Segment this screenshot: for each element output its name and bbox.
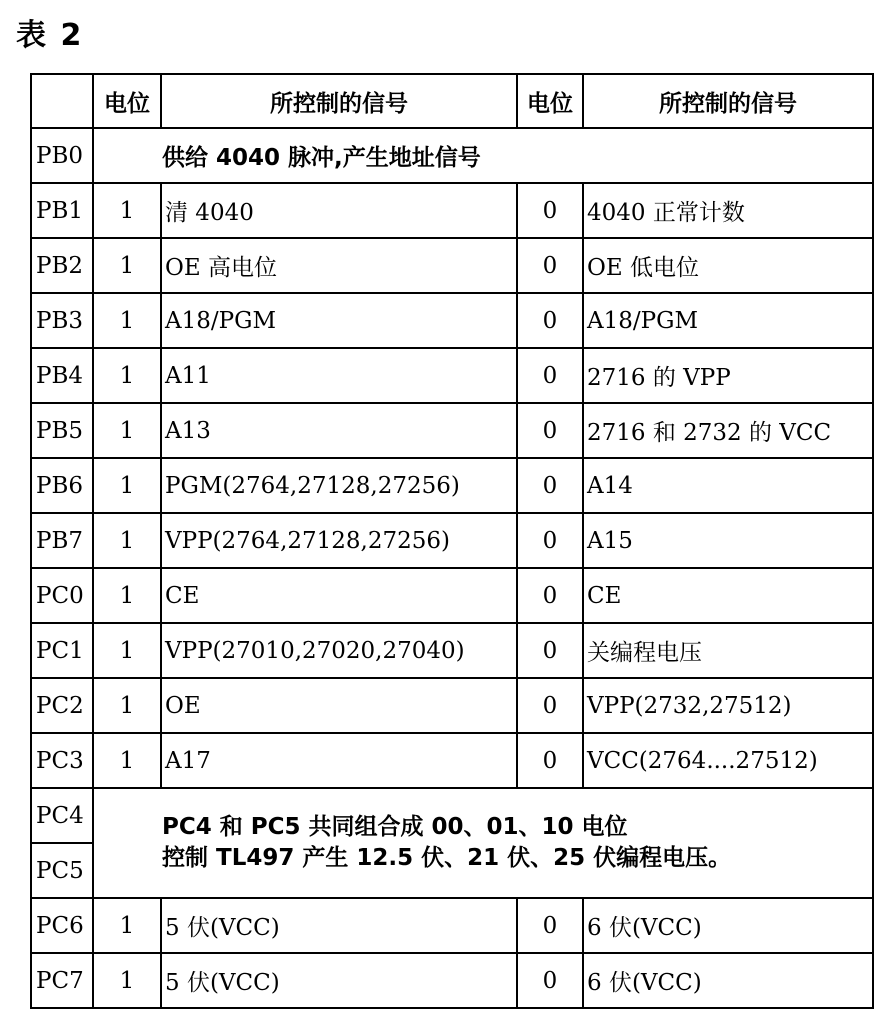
table-row xyxy=(31,238,873,293)
pin-cell-pc4: PC4 xyxy=(31,788,93,843)
pin-cell: PC6 xyxy=(31,898,93,953)
table-title: 表 2 xyxy=(16,18,84,53)
table-row xyxy=(31,403,873,458)
signal-2-cell: A18/PGM xyxy=(583,293,873,348)
table-row xyxy=(31,898,873,953)
signal-1-cell: 5 伏(VCC) xyxy=(161,898,517,953)
signal-2-cell: CE xyxy=(583,568,873,623)
level-1-cell: 1 xyxy=(93,733,161,788)
table-row xyxy=(31,568,873,623)
table-row xyxy=(31,678,873,733)
signal-1-cell: 清 4040 xyxy=(161,183,517,238)
table-row xyxy=(31,953,873,1008)
pin-cell: PC2 xyxy=(31,678,93,733)
table-row xyxy=(31,733,873,788)
header-signal-1: 所控制的信号 xyxy=(161,74,517,128)
pin-cell: PC0 xyxy=(31,568,93,623)
table-row-pc4 xyxy=(31,788,873,843)
level-2-cell: 0 xyxy=(517,623,583,678)
signal-1-cell: VPP(2764,27128,27256) xyxy=(161,513,517,568)
level-2-cell: 0 xyxy=(517,348,583,403)
level-1-cell: 1 xyxy=(93,898,161,953)
signal-2-cell: VPP(2732,27512) xyxy=(583,678,873,733)
level-2-cell: 0 xyxy=(517,238,583,293)
level-2-cell: 0 xyxy=(517,513,583,568)
level-2-cell: 0 xyxy=(517,733,583,788)
pin-cell-pc5: PC5 xyxy=(31,843,93,898)
signal-2-cell: 4040 正常计数 xyxy=(583,183,873,238)
header-level-1: 电位 xyxy=(93,74,161,128)
signal-2-cell: 6 伏(VCC) xyxy=(583,953,873,1008)
table-body xyxy=(31,128,873,1008)
level-1-cell: 1 xyxy=(93,403,161,458)
pin-cell: PC1 xyxy=(31,623,93,678)
header-row xyxy=(31,74,873,128)
pin-cell: PC3 xyxy=(31,733,93,788)
signal-table xyxy=(30,73,874,1009)
signal-1-cell: 5 伏(VCC) xyxy=(161,953,517,1008)
level-1-cell: 1 xyxy=(93,183,161,238)
level-2-cell: 0 xyxy=(517,568,583,623)
signal-2-cell: VCC(2764....27512) xyxy=(583,733,873,788)
level-1-cell: 1 xyxy=(93,623,161,678)
pin-cell: PB7 xyxy=(31,513,93,568)
header-level-2: 电位 xyxy=(517,74,583,128)
signal-1-cell: VPP(27010,27020,27040) xyxy=(161,623,517,678)
pin-cell: PC7 xyxy=(31,953,93,1008)
table-row xyxy=(31,623,873,678)
signal-1-cell: A13 xyxy=(161,403,517,458)
table-row xyxy=(31,348,873,403)
pin-cell: PB1 xyxy=(31,183,93,238)
level-2-cell: 0 xyxy=(517,898,583,953)
signal-2-cell: OE 低电位 xyxy=(583,238,873,293)
header-signal-2: 所控制的信号 xyxy=(583,74,873,128)
level-1-cell: 1 xyxy=(93,238,161,293)
signal-2-cell: 2716 和 2732 的 VCC xyxy=(583,403,873,458)
pin-cell: PB4 xyxy=(31,348,93,403)
level-1-cell: 1 xyxy=(93,458,161,513)
pc45-line-2: 控制 TL497 产生 12.5 伏、21 伏、25 伏编程电压。 xyxy=(162,845,732,871)
header-pin xyxy=(31,74,93,128)
signal-2-cell: A14 xyxy=(583,458,873,513)
level-2-cell: 0 xyxy=(517,403,583,458)
pc45-description-cell xyxy=(93,788,873,898)
level-2-cell: 0 xyxy=(517,458,583,513)
signal-1-cell: CE xyxy=(161,568,517,623)
pc45-line-1: PC4 和 PC5 共同组合成 00、01、10 电位 xyxy=(162,814,628,840)
pin-cell: PB6 xyxy=(31,458,93,513)
signal-1-cell: PGM(2764,27128,27256) xyxy=(161,458,517,513)
signal-2-cell: 关编程电压 xyxy=(583,623,873,678)
level-2-cell: 0 xyxy=(517,293,583,348)
signal-2-cell: A15 xyxy=(583,513,873,568)
level-1-cell: 1 xyxy=(93,348,161,403)
signal-2-cell: 6 伏(VCC) xyxy=(583,898,873,953)
level-1-cell: 1 xyxy=(93,568,161,623)
table-row xyxy=(31,128,873,183)
level-2-cell: 0 xyxy=(517,953,583,1008)
signal-1-cell: A11 xyxy=(161,348,517,403)
table-row xyxy=(31,458,873,513)
pin-cell: PB5 xyxy=(31,403,93,458)
table-row xyxy=(31,183,873,238)
level-1-cell: 1 xyxy=(93,513,161,568)
level-1-cell: 1 xyxy=(93,293,161,348)
pin-cell: PB3 xyxy=(31,293,93,348)
level-1-cell: 1 xyxy=(93,678,161,733)
level-2-cell: 0 xyxy=(517,183,583,238)
pin-cell: PB2 xyxy=(31,238,93,293)
level-1-cell: 1 xyxy=(93,953,161,1008)
signal-2-cell: 2716 的 VPP xyxy=(583,348,873,403)
signal-1-cell: OE 高电位 xyxy=(161,238,517,293)
pin-cell: PB0 xyxy=(31,128,93,183)
signal-1-cell: A17 xyxy=(161,733,517,788)
signal-1-cell: OE xyxy=(161,678,517,733)
level-2-cell: 0 xyxy=(517,678,583,733)
spanning-signal-cell: 供给 4040 脉冲,产生地址信号 xyxy=(93,128,873,183)
table-row xyxy=(31,513,873,568)
table-row xyxy=(31,293,873,348)
signal-1-cell: A18/PGM xyxy=(161,293,517,348)
